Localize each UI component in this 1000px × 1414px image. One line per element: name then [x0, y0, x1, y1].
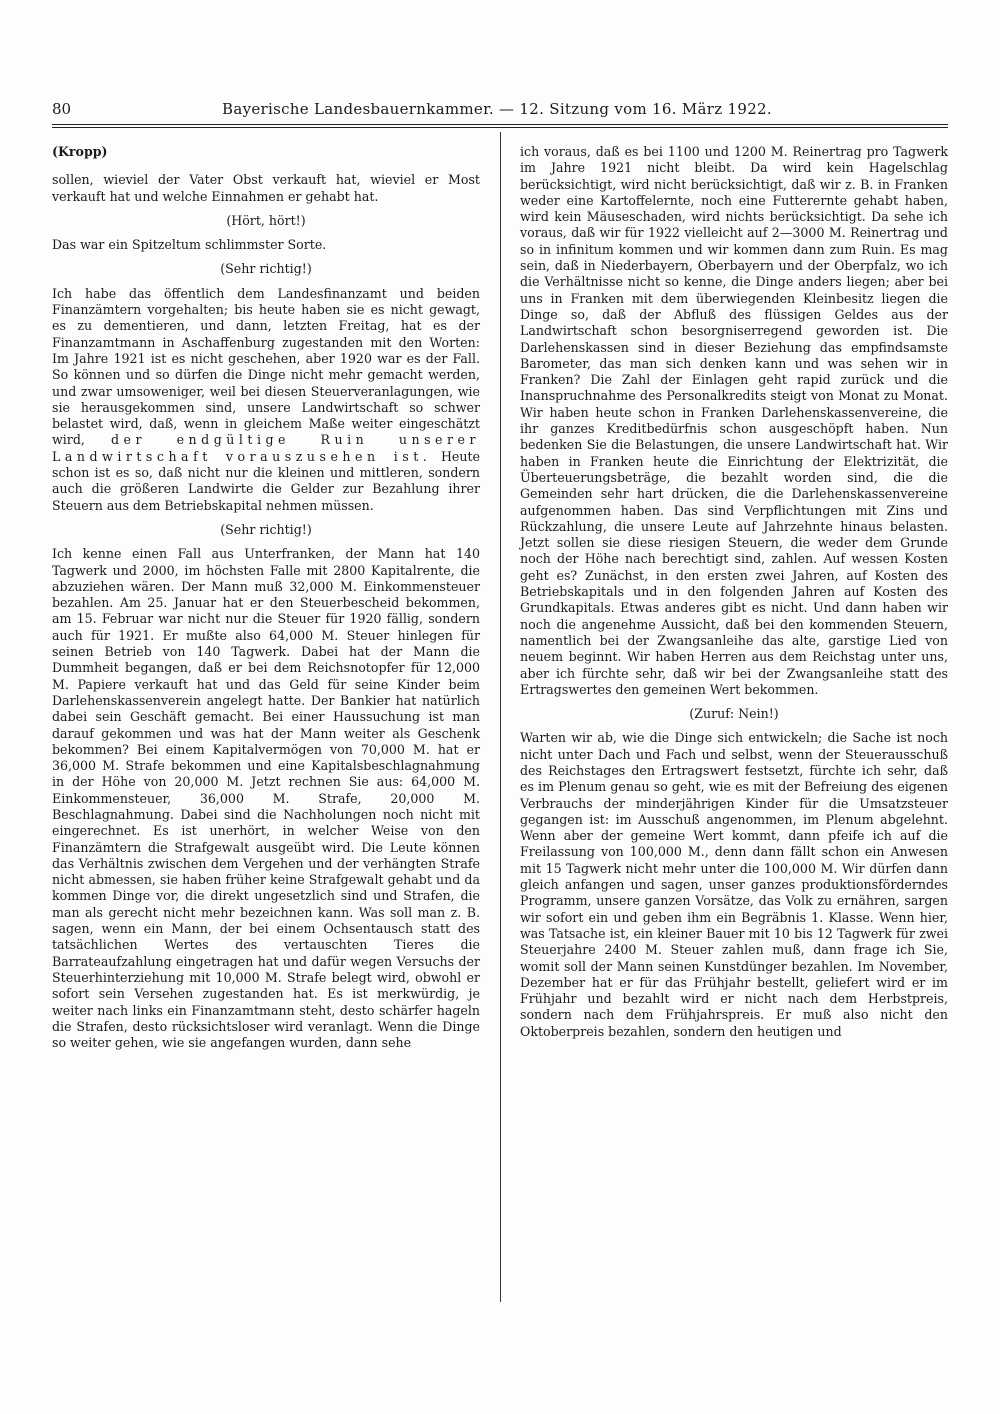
emphasized-text: der endgültige Ruin unserer Landwirtschaft vorauszusehen ist.	[52, 432, 480, 464]
interjection: (Sehr richtig!)	[220, 521, 312, 537]
paragraph: Warten wir ab, wie die Dinge sich entwickeln; die Sache ist noch nicht unter Dach und Fach und selbst, wenn der Steuerausschuß des Reichstages den Ertragswert festsetzt, fürchte ich sehr, daß es im Plenum genau so geht, wie es mit der Befreiung des eigenen Verbrauchs der minderjährigen Kinder für die Umsatzsteuer gegangen ist: im Ausschuß angenommen, im Plenum abgelehnt. Wenn aber der gemeine Wert kommt, dann pfeife ich auf die Freilassung von 100,000 M., denn dann fällt schon ein Anwesen mit 15 Tagwerk nicht mehr unter die 100,000 M. Wir dürfen dann gleich anfangen und sagen, unser ganzes produktionsförderndes Programm, unsere ganzen Vorsätze, das Volk zu ernähren, sargen wir sofort ein und geben ihm ein Begräbnis 1. Klasse. Wenn hier, was Tatsache ist, ein kleiner Bauer mit 10 bis 12 Tagwerk für zwei Steuerjahre 2400 M. Steuer zahlen muß, dann frage ich Sie, womit soll der Mann seinen Kunstdünger bezahlen. Im November, Dezember hat er für das Frühjahr bestellt, geliefert wird er im Frühjahr und bezahlt wird er nicht nach dem Herbstpreis, sondern nach dem Frühjahrspreis. Er muß also nicht den Oktoberpreis bezahlen, sondern den heutigen und	[520, 730, 948, 1039]
paragraph-text: Ich habe das öffentlich dem Landesfinanzamt und beiden Finanzämtern vorgehalten; bis heute haben sie es nicht gewagt, es zu dementieren, und dann, letzten Freitag, hat es der Finanzamtmann in Aschaffenburg zugestanden mit den Worten: Im Jahre 1921 ist es nicht geschehen, aber 1920 war es der Fall. So können und so dürfen die Dinge nicht mehr gemacht werden, und zwar umsoweniger, weil bei diesen Steuerveranlagungen, wie sie herausgekommen sind, unsere Landwirtschaft so schwer belastet wird, daß, wenn in gleichem Maße weiter eingeschätzt wird,	[52, 285, 480, 448]
running-head: Bayerische Landesbauernkammer. — 12. Sitzung vom 16. März 1922.	[222, 100, 772, 118]
interjection: (Zuruf: Nein!)	[689, 706, 779, 722]
speaker-name: (Kropp)	[52, 144, 108, 159]
header-rule	[52, 124, 948, 125]
paragraph: ich voraus, daß es bei 1100 und 1200 M. Reinertrag pro Tagwerk im Jahre 1921 nicht bleibt. Da wird kein Hagelschlag berücksichtigt, wird nicht berücksichtigt, daß wir z. B. in Franken weder eine Kartoffelernte, noch eine Futterernte gehabt haben, wird kein Mäuseschaden, wird nichts berücksichtigt. Da sehe ich voraus, daß wir für 1922 vielleicht auf 2—3000 M. Reinertrag und so in infinitum kommen und wir kommen dann zum Ruin. Es mag sein, daß in Niederbayern, Oberbayern und der Oberpfalz, wo ich die Verhältnisse nicht so kenne, die Dinge anders liegen; aber bei uns in Franken mit dem überwiegenden Kleinbesitz liegen die Dinge so, daß der Abfluß des flüssigen Geldes aus der Landwirtschaft schon besorgniserregend geworden ist. Die Darlehenskassen sind in dieser Beziehung das empfindsamste Barometer, das man sich denken kann und was sehen wir in Franken? Die Zahl der Einlagen geht rapid zurück und die Inanspruchnahme des Personalkredits steigt von Monat zu Monat. Wir haben heute schon in Franken Darlehenskassenvereine, die ihr ganzes Kreditbedürfnis schon ausgeschöpft haben. Nun bedenken Sie die Belastungen, die unsere Landwirtschaft hat. Wir haben in Franken heute die Einrichtung der Elektrizität, die Überteuerungsbeträge, die bezahlt worden sind, die die Gemeinden sehr hart drücken, die die Darlehenskassenvereine aufgenommen haben. Das sind Verpflichtungen mit Zins und Rückzahlung, die unsere Leute auf Jahrzehnte hinaus belasten. Jetzt sollen sie diese riesigen Steuern, die weder dem Grunde noch der Höhe nach berechtigt sind, zahlen. Auf wessen Kosten geht es? Zunächst, in den ersten zwei Jahren, auf Kosten des Betriebskapitals und in den folgenden Jahren auf Kosten des Grundkapitals. Etwas anderes gibt es nicht. Und dann haben wir noch die angenehme Aussicht, daß bei den kommenden Steuern, namentlich bei der Zwangsanleihe das alte, garstige Lied von neuem beginnt. Wir haben Herren aus dem Reichstag unter uns, aber ich fürchte sehr, daß wir bei der Zwangsanleihe statt des Ertragswertes den gemeinen Wert bekommen.	[520, 144, 948, 697]
paragraph: Das war ein Spitzeltum schlimmster Sorte.	[52, 237, 327, 253]
interjection: (Sehr richtig!)	[220, 261, 312, 277]
column-divider	[500, 132, 501, 1302]
paragraph: sollen, wieviel der Vater Obst verkauft hat, wieviel er Most verkauft hat und welche Einnahmen er gehabt hat.	[52, 172, 480, 204]
paragraph-text: Heute schon ist es so, daß nicht nur die kleinen und mittleren, sondern auch die größeren Landwirte die Gelder zur Bezahlung ihrer Steuern aus dem Betriebskapital nehmen müssen.	[52, 448, 480, 513]
right-column	[520, 144, 948, 1042]
paragraph: Ich kenne einen Fall aus Unterfranken, der Mann hat 140 Tagwerk und 2000, im höchsten Falle mit 2800 Kapitalrente, die abzuziehen wären. Der Mann muß 32,000 M. Einkommensteuer bezahlen. Am 25. Januar hat er den Steuerbescheid bekommen, am 15. Februar war nicht nur die Steuer für 1920 fällig, sondern auch für 1921. Er mußte also 64,000 M. Steuer hinlegen für seinen Betrieb von 140 Tagwerk. Dabei hat der Mann die Dummheit begangen, daß er bei dem Reichsnotopfer für 12,000 M. Papiere verkauft hat und das Geld für seine Kinder beim Darlehenskassenverein angelegt hatte. Der Bankier hat natürlich dabei sein Geschäft gemacht. Bei einer Haussuchung ist man darauf gekommen und was hat der Mann weiter als Geschenk bekommen? Bei einem Kapitalvermögen von 70,000 M. hat er 36,000 M. Strafe bekommen und eine Kapitalsbeschlagnahmung in der Höhe von 20,000 M. Jetzt rechnen Sie aus: 64,000 M. Einkommensteuer, 36,000 M. Strafe, 20,000 M. Beschlagnahmung. Dabei sind die Nachholungen noch nicht mit eingerechnet. Es ist unerhört, in welcher Weise von den Finanzämtern die Strafgewalt ausgeübt wird. Die Leute können das Verhältnis zwischen dem Vergehen und der verhängten Strafe nicht abmessen, sie haben früher keine Strafgewalt gehabt und da kommen Dinge vor, die direkt ungesetzlich sind und Strafen, die man als gerecht nicht mehr bezeichnen kann. Was soll man z. B. sagen, wenn ein Mann, der bei einem Ochsentausch statt des tatsächlichen Wertes des vertauschten Tieres die Barrateaufzahlung eingetragen hat und dafür wegen Versuchs der Steuerhinterziehung mit 10,000 M. Strafe belegt wird, obwohl er sofort sein Versehen zugestanden hat. Es ist merkwürdig, je weiter nach links ein Finanzamtmann steht, desto schärfer hageln die Strafen, desto rücksichtsloser wird veranlagt. Wenn die Dinge so weiter gehen, wie sie angefangen wurden, dann sehe	[52, 546, 480, 1051]
header-rule-double	[52, 127, 948, 128]
paragraph	[52, 286, 480, 514]
left-column	[52, 140, 480, 1053]
page-header	[52, 100, 948, 124]
page-number: 80	[52, 100, 72, 118]
interjection: (Hört, hört!)	[226, 212, 306, 228]
